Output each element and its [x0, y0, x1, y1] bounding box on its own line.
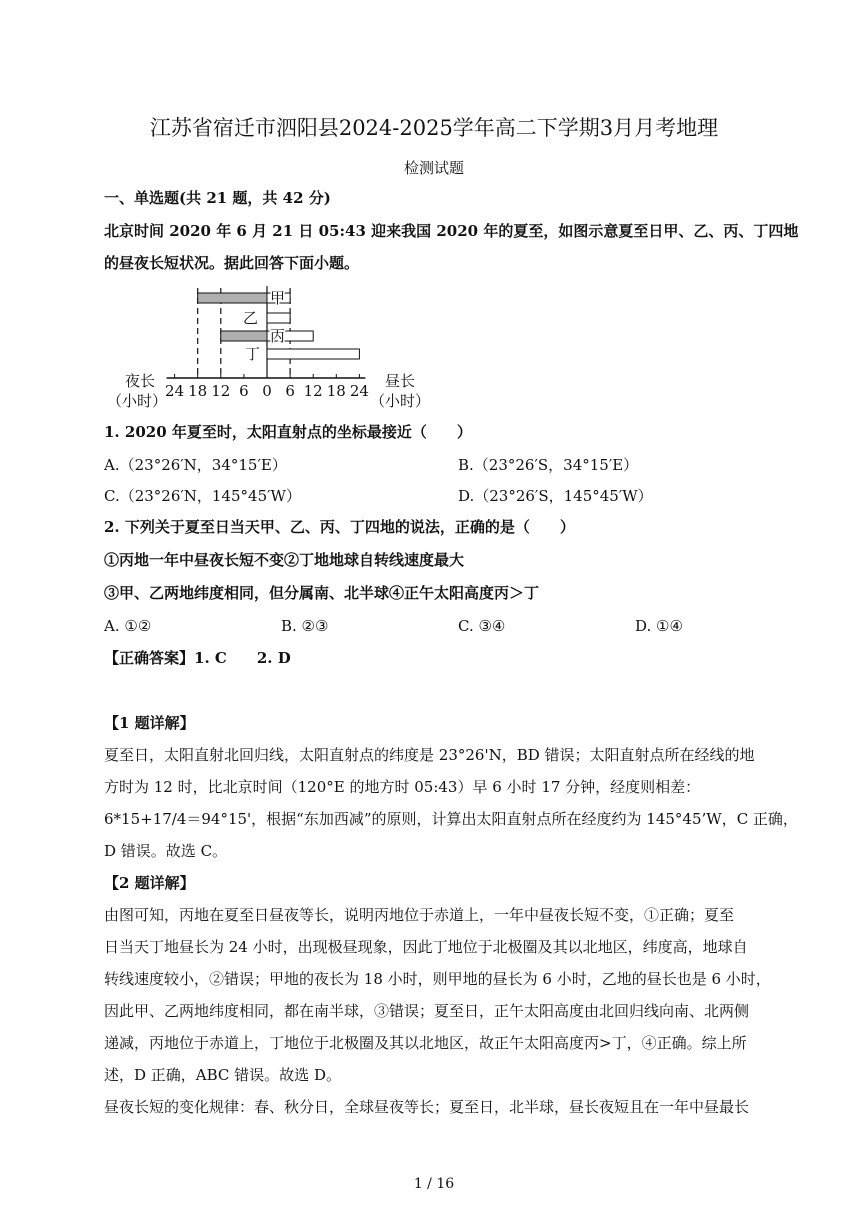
detail-1-line: 6*15+17/4＝94°15'，根据“东加西减”的原则，计算出太阳直射点所在经度约为 145°45’W，C 正确，	[104, 810, 798, 828]
place-label: 丁	[245, 345, 261, 363]
day-axis-label: 昼长	[384, 372, 416, 390]
night-bar	[221, 331, 267, 341]
day-night-length-figure	[100, 282, 440, 414]
document-title: 江苏省宿迁市泗阳县2024-2025学年高二下学期3月月考地理	[149, 116, 719, 140]
detail-2-line: 述，D 正确，ABC 错误。故选 D。	[104, 1066, 341, 1084]
stem-line-2: 的昼夜长短状况。据此回答下面小题。	[104, 254, 360, 272]
q2-statements-2: ③甲、乙两地纬度相同，但分属南、北半球④正午太阳高度丙＞丁	[104, 584, 540, 602]
detail-1-line: D 错误。故选 C。	[104, 842, 228, 860]
q2-option-b: B. ②③	[281, 617, 329, 635]
q2-option-c: C. ③④	[458, 617, 506, 635]
detail-1-line: 方时为 12 时，比北京时间（120°E 的地方时 05:43）早 6 小时 17 分钟，经度则相差：	[104, 778, 701, 796]
day-tick-label: 24	[349, 382, 369, 400]
page-number: 1 / 16	[413, 1176, 455, 1192]
q1-option-d: D.（23°26′S，145°45′W）	[458, 487, 653, 505]
place-label: 乙	[243, 309, 259, 327]
night-axis-label: 夜长	[124, 372, 156, 390]
night-axis-unit: （小时）	[106, 392, 168, 410]
detail-2-line: 因此甲、乙两地纬度相同，都在南半球，③错误；夏至日，正午太阳高度由北回归线向南、北两侧	[104, 1002, 750, 1020]
q1-option-b: B.（23°26′S，34°15′E）	[458, 456, 639, 474]
detail-1-heading: 【1 题详解】	[104, 714, 195, 732]
q1-stem: 1. 2020 年夏至时，太阳直射点的坐标最接近（ ）	[104, 423, 472, 441]
document-subtitle: 检测试题	[403, 159, 464, 177]
detail-2-line: 递减，丙地位于赤道上，丁地位于北极圈及其以北地区，故正午太阳高度丙>丁，④正确。综上所	[104, 1034, 747, 1052]
q2-statements-1: ①丙地一年中昼夜长短不变②丁地地球自转线速度最大	[104, 551, 465, 569]
q1-option-c: C.（23°26′N，145°45′W）	[104, 487, 301, 505]
detail-1-line: 夏至日，太阳直射北回归线，太阳直射点的纬度是 23°26'N，BD 错误；太阳直射点所在经线的地	[104, 746, 755, 764]
day-bar	[267, 349, 359, 359]
q2-option-a: A. ①②	[104, 617, 152, 635]
q2-option-d: D. ①④	[635, 617, 683, 635]
night-tick-label: 12	[211, 382, 231, 400]
detail-2-line: 由图可知，丙地在夏至日昼夜等长，说明丙地位于赤道上，一年中昼夜长短不变，①正确；夏至	[104, 906, 735, 924]
night-tick-label: 0	[262, 382, 272, 400]
detail-2-heading: 【2 题详解】	[104, 874, 195, 892]
night-tick-label: 24	[165, 382, 185, 400]
q1-option-a: A.（23°26′N，34°15′E）	[104, 456, 287, 474]
place-label: 丙	[270, 327, 286, 345]
detail-2-line: 日当天丁地昼长为 24 小时，出现极昼现象，因此丁地位于北极圈及其以北地区，纬度高，地球自	[104, 938, 748, 956]
stem-line-1: 北京时间 2020 年 6 月 21 日 05:43 迎来我国 2020 年的夏至，如图示意夏至日甲、乙、丙、丁四地	[104, 222, 799, 240]
section-heading: 一、单选题(共 21 题，共 42 分)	[104, 189, 331, 207]
detail-2-line: 昼夜长短的变化规律：春、秋分日，全球昼夜等长；夏至日，北半球，昼长夜短且在一年中昼最长	[104, 1098, 750, 1116]
night-tick-label: 18	[188, 382, 208, 400]
day-bar	[267, 313, 290, 323]
day-axis-unit: （小时）	[369, 392, 431, 410]
night-tick-label: 6	[239, 382, 249, 400]
night-bar	[198, 293, 267, 303]
day-tick-label: 12	[303, 382, 323, 400]
detail-2-line: 转线速度较小，②错误；甲地的夜长为 18 小时，则甲地的昼长为 6 小时，乙地的昼长也是 6 小时，	[104, 970, 771, 988]
q2-stem: 2. 下列关于夏至日当天甲、乙、丙、丁四地的说法，正确的是（ ）	[104, 518, 575, 536]
day-tick-label: 18	[326, 382, 346, 400]
day-tick-label: 6	[285, 382, 295, 400]
place-label: 甲	[270, 289, 286, 307]
answer-line: 【正确答案】1. C 2. D	[104, 649, 291, 667]
